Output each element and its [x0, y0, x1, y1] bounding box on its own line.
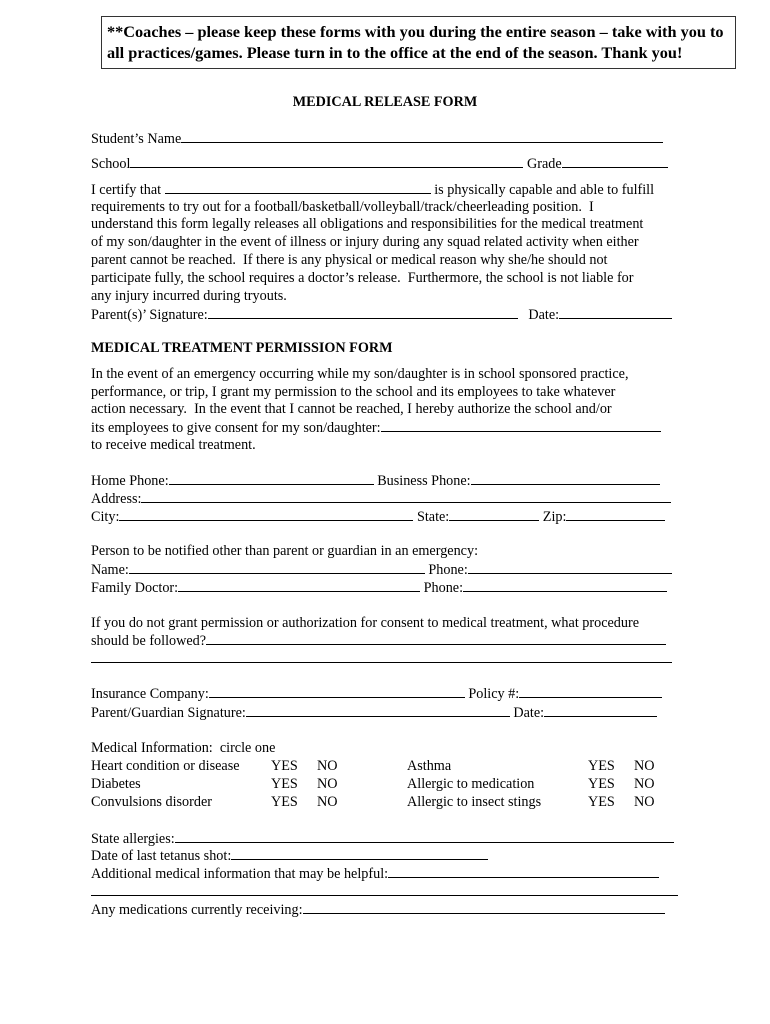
yes-option[interactable]: YES [271, 758, 298, 774]
certify-row [91, 181, 654, 199]
no-option[interactable]: NO [634, 758, 655, 774]
yes-option[interactable]: YES [588, 776, 615, 792]
treatment-consent-row [91, 419, 661, 437]
medications-field[interactable] [303, 901, 665, 914]
state-field[interactable] [449, 508, 539, 521]
student-name-label: Student’s Name [91, 131, 182, 147]
certify-prefix: I certify that [91, 182, 165, 198]
emergency-name-field[interactable] [129, 561, 425, 574]
policy-label: Policy #: [468, 686, 520, 702]
additional-info-row [91, 865, 659, 883]
procedure-row [91, 632, 666, 650]
insurance-date-label: Date: [513, 705, 545, 721]
procedure-field-2[interactable] [91, 650, 672, 663]
additional-info-field-2[interactable] [91, 883, 678, 896]
emergency-name-row [91, 561, 672, 579]
address-label: Address: [91, 491, 142, 507]
yes-option[interactable]: YES [271, 794, 298, 810]
guardian-signature-label: Parent/Guardian Signature: [91, 705, 246, 721]
allergies-label: State allergies: [91, 831, 175, 847]
state-label: State: [416, 509, 450, 525]
treatment-line: its employees to give consent for my son/daughter: [91, 420, 381, 436]
insurance-company-field[interactable] [209, 685, 465, 698]
parent-signature-field[interactable] [208, 306, 518, 319]
consent-son-daughter-field[interactable] [381, 419, 661, 432]
school-field[interactable] [130, 155, 523, 168]
release-date-label: Date: [528, 307, 560, 323]
tetanus-label: Date of last tetanus shot: [91, 848, 232, 864]
school-row [91, 155, 668, 173]
procedure-label: should be followed? [91, 633, 207, 649]
guardian-signature-field[interactable] [246, 704, 510, 717]
treatment-line: performance, or trip, I grant my permission to the school and its employees to take whatever [91, 384, 616, 400]
business-phone-label: Business Phone: [377, 473, 471, 489]
allergies-field[interactable] [175, 830, 674, 843]
condition-label: Allergic to medication [407, 776, 535, 792]
treatment-last-line: to receive medical treatment. [91, 437, 256, 453]
yes-option[interactable]: YES [271, 776, 298, 792]
emergency-intro: Person to be notified other than parent or guardian in an emergency: [91, 543, 479, 559]
additional-info-row-2 [91, 883, 678, 901]
doctor-phone-field[interactable] [463, 579, 667, 592]
procedure-question: If you do not grant permission or authorization for consent to medical treatment, what procedure [91, 615, 640, 631]
zip-label: Zip: [542, 509, 567, 525]
yes-option[interactable]: YES [588, 758, 615, 774]
release-body-line: of my son/daughter in the event of illness or injury during any squad related activity when either [91, 234, 639, 250]
student-name-field[interactable] [181, 130, 663, 143]
certify-suffix: is physically capable and able to fulfill [430, 182, 655, 198]
treatment-line: action necessary. In the event that I cannot be reached, I hereby authorize the school and/or [91, 401, 612, 417]
no-option[interactable]: NO [317, 758, 338, 774]
city-row [91, 508, 665, 526]
home-phone-label: Home Phone: [91, 473, 169, 489]
address-field[interactable] [141, 490, 671, 503]
address-row [91, 490, 671, 508]
insurance-row [91, 685, 662, 703]
family-doctor-row [91, 579, 667, 597]
insurance-date-field[interactable] [544, 704, 657, 717]
emergency-phone-label: Phone: [428, 562, 468, 578]
release-body-line: any injury incurred during tryouts. [91, 288, 287, 304]
family-doctor-field[interactable] [178, 579, 420, 592]
condition-label: Allergic to insect stings [407, 794, 542, 810]
grade-field[interactable] [562, 155, 668, 168]
medical-release-title: MEDICAL RELEASE FORM [292, 94, 478, 110]
parent-signature-label: Parent(s)’ Signature: [91, 307, 208, 323]
emergency-name-label: Name: [91, 562, 129, 578]
release-body-line: parent cannot be reached. If there is any physical or medical reason why she/he should not [91, 252, 608, 268]
zip-field[interactable] [566, 508, 665, 521]
emergency-phone-field[interactable] [468, 561, 672, 574]
parent-signature-row [91, 306, 672, 324]
additional-info-field[interactable] [388, 865, 659, 878]
insurance-company-label: Insurance Company: [91, 686, 209, 702]
release-body-line: requirements to try out for a football/basketball/volleyball/track/cheerleading position. I [91, 199, 594, 215]
tetanus-field[interactable] [231, 847, 488, 860]
home-phone-field[interactable] [169, 472, 374, 485]
release-body-line: understand this form legally releases all obligations and responsibilities for the medical treatment [91, 216, 644, 232]
doctor-phone-label: Phone: [423, 580, 464, 596]
city-label: City: [91, 509, 120, 525]
release-body-line: participate fully, the school requires a doctor’s release. Furthermore, the school is not liable for [91, 270, 634, 286]
certify-student-field[interactable] [165, 181, 431, 194]
additional-info-label: Additional medical information that may be helpful: [91, 866, 389, 882]
no-option[interactable]: NO [317, 776, 338, 792]
procedure-field[interactable] [206, 632, 666, 645]
no-option[interactable]: NO [634, 794, 655, 810]
allergies-row [91, 830, 674, 848]
family-doctor-label: Family Doctor: [91, 580, 179, 596]
student-name-row [91, 130, 663, 148]
treatment-title: MEDICAL TREATMENT PERMISSION FORM [91, 340, 393, 356]
grade-label: Grade [526, 156, 562, 172]
medications-label: Any medications currently receiving: [91, 902, 303, 918]
condition-label: Asthma [407, 758, 452, 774]
condition-label: Convulsions disorder [91, 794, 212, 810]
procedure-row-2 [91, 650, 672, 668]
guardian-signature-row [91, 704, 657, 722]
no-option[interactable]: NO [317, 794, 338, 810]
no-option[interactable]: NO [634, 776, 655, 792]
treatment-line: In the event of an emergency occurring while my son/daughter is in school sponsored practice, [91, 366, 629, 382]
phone-row [91, 472, 660, 490]
school-label: School [91, 156, 131, 172]
medical-info-heading: Medical Information: circle one [91, 740, 276, 756]
medications-row [91, 901, 665, 919]
city-field[interactable] [119, 508, 413, 521]
release-date-field[interactable] [559, 306, 672, 319]
yes-option[interactable]: YES [588, 794, 615, 810]
condition-label: Diabetes [91, 776, 141, 792]
tetanus-row [91, 847, 488, 865]
coaches-notice: **Coaches – please keep these forms with you during the entire season – take with you to all practices/games. Please turn in to the office at the end of the season. Thank you! [101, 16, 736, 69]
condition-label: Heart condition or disease [91, 758, 240, 774]
business-phone-field[interactable] [471, 472, 660, 485]
policy-field[interactable] [519, 685, 662, 698]
